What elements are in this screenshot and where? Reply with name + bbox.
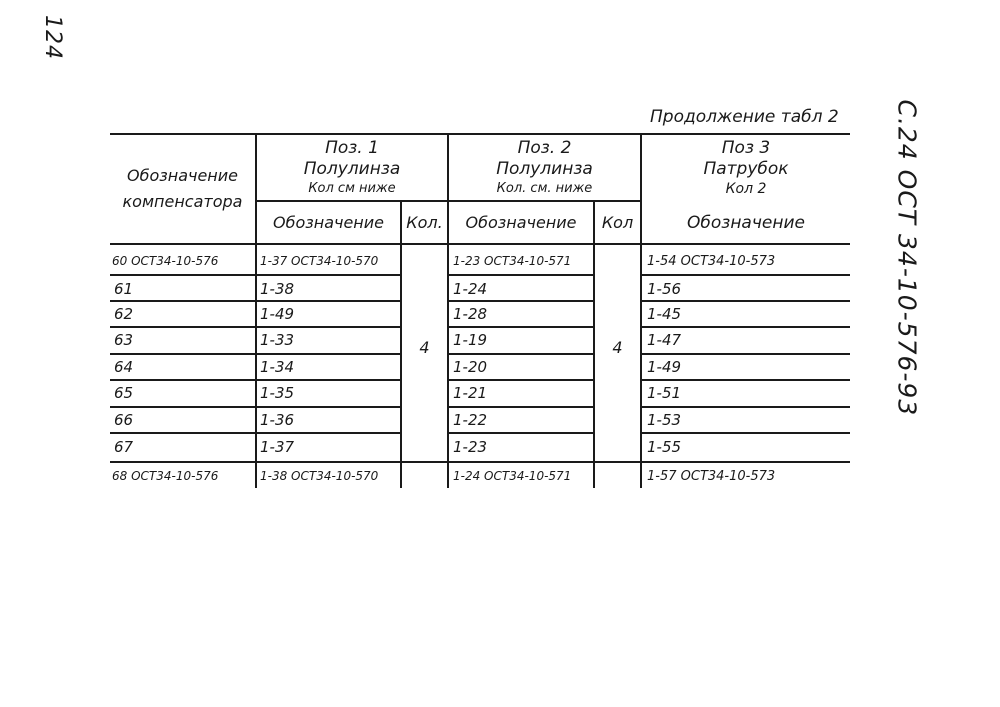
row-divider [447,300,593,302]
designation-header-line1: Обозначение [126,166,239,185]
row-divider [255,406,400,408]
row-divider [110,432,255,434]
row-pos3: 1-51 [647,384,682,402]
row-divider [447,326,593,328]
row-pos2: 1-20 [453,358,488,376]
row-pos2: 1-28 [453,305,488,323]
row-pos3: 1-49 [647,358,682,376]
row-pos3: 1-47 [647,331,682,349]
row-pos3: 1-45 [647,305,682,323]
row-divider [255,300,400,302]
row-pos1: 1-37 [260,438,295,456]
row-pos1: 1-34 [260,358,295,376]
row-designation: 61 [114,280,134,298]
row-divider [110,326,255,328]
pos3-sub-designation: Обозначение [687,213,805,233]
pos1-sub-qty: Кол. [406,213,443,232]
row-designation: 67 [114,438,134,456]
pos2-sub-designation: Обозначение [465,213,577,232]
row-pos2: 1-22 [453,411,488,429]
pos2-sub-qty: Кол [601,213,634,232]
pos1-title: Поз. 1 [325,138,379,158]
pos1-qty-note: Кол см ниже [308,181,396,196]
row-pos3: 1-55 [647,438,682,456]
pos1-name: Полулинза [303,159,401,179]
row-pos1: 1-37 ОСТ34-10-570 [260,254,379,268]
row-divider [110,274,255,276]
pos3-name: Патрубок [703,159,789,179]
row-pos1: 1-35 [260,384,295,402]
row-pos1: 1-38 [260,280,295,298]
row-designation: 64 [114,358,134,376]
row-designation: 63 [114,331,134,349]
row-divider [447,353,593,355]
row-divider [447,432,593,434]
row-designation: 62 [114,305,134,323]
pos2-name: Полулинза [496,159,593,179]
row-pos1: 1-36 [260,411,295,429]
row-pos1: 1-38 ОСТ34-10-570 [260,469,379,483]
continuation-label: Продолжение табл 2 [650,107,839,127]
row-divider [110,353,255,355]
row-pos2: 1-23 [453,438,488,456]
row-pos2: 1-24 [453,280,488,298]
row-designation: 60 ОСТ34-10-576 [112,254,219,268]
row-divider [640,379,850,381]
row-pos3: 1-56 [647,280,682,298]
row-divider [255,274,400,276]
pos2-qty-note: Кол. см. ниже [496,181,593,196]
row-designation: 68 ОСТ34-10-576 [112,469,219,483]
row-divider [640,406,850,408]
row-divider [640,274,850,276]
row-divider [110,379,255,381]
row-divider [447,379,593,381]
pos3-title: Поз 3 [721,138,771,158]
row-pos2: 1-23 ОСТ34-10-571 [453,254,572,268]
row-divider [110,406,255,408]
row-divider [110,300,255,302]
pos2-title: Поз. 2 [517,138,572,158]
row-divider [255,353,400,355]
row-designation: 65 [114,384,134,402]
row-divider [640,353,850,355]
row-pos2: 1-24 ОСТ34-10-571 [453,469,572,483]
pos2-quantity: 4 [612,338,623,357]
row-divider [255,326,400,328]
row-pos1: 1-49 [260,305,295,323]
row-pos2: 1-19 [453,331,488,349]
row-pos1: 1-33 [260,331,295,349]
row-pos3: 1-57 ОСТ34-10-573 [647,469,776,484]
designation-header-line2: компенсатора [122,192,243,211]
pos1-quantity: 4 [419,338,430,357]
row-divider [640,326,850,328]
row-pos3: 1-53 [647,411,682,429]
row-divider [255,379,400,381]
document-code: С.24 ОСТ 34-10-576-93 [892,99,922,417]
row-divider [110,461,850,463]
row-divider [640,300,850,302]
table-top-border [110,133,850,135]
header-bottom-border [110,243,850,245]
page-number: 124 [40,15,65,60]
pos1-sub-designation: Обозначение [272,213,385,232]
row-designation: 66 [114,411,134,429]
row-divider [447,406,593,408]
row-pos3: 1-54 ОСТ34-10-573 [647,254,776,269]
pos3-qty-note: Кол 2 [725,181,767,197]
row-divider [640,432,850,434]
row-divider [447,274,593,276]
row-pos2: 1-21 [453,384,488,402]
row-divider [255,432,400,434]
